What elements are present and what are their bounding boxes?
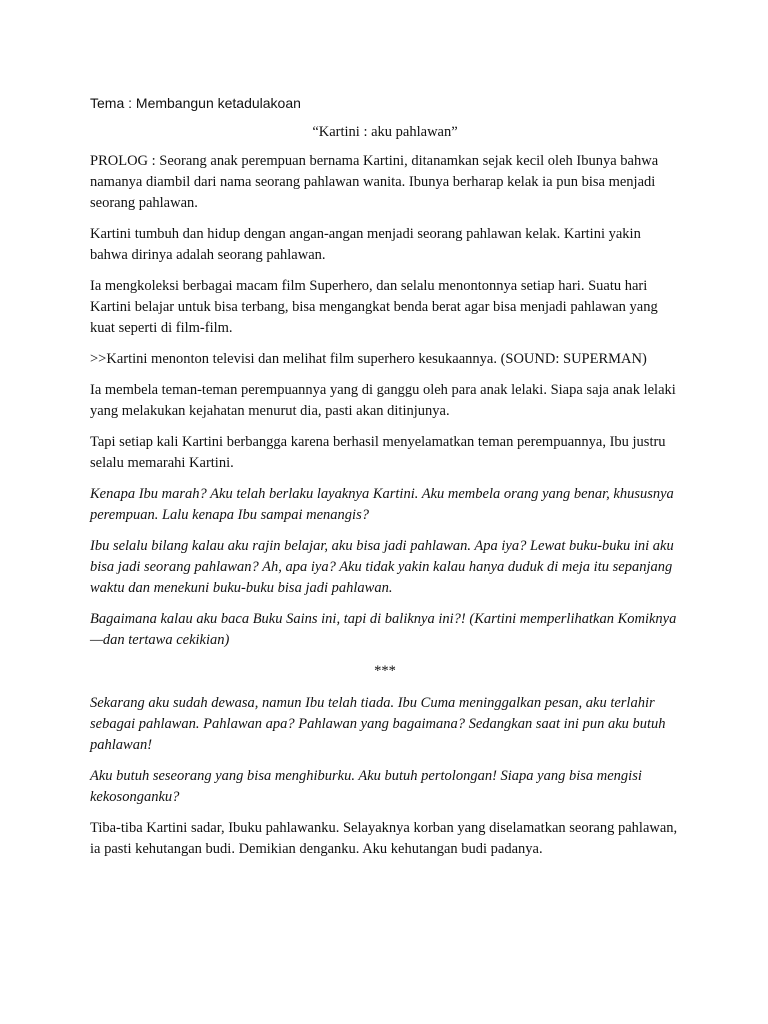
section-separator: ***: [374, 663, 396, 679]
paragraph-closing: Tiba-tiba Kartini sadar, Ibuku pahlawanku. Selayaknya korban yang diselamatkan seorang pahlawan, ia pasti kehutangan budi. Demikian denganku. Aku kehutangan budi padanya.: [90, 820, 678, 857]
document-title: “Kartini : aku pahlawan”: [312, 124, 458, 140]
paragraph-stage-direction: >>Kartini menonton televisi dan melihat film superhero kesukaannya. (SOUND: SUPERMAN): [90, 351, 647, 367]
paragraph: Tapi setiap kali Kartini berbangga karena berhasil menyelamatkan teman perempuannya, Ibu justru selalu memarahi Kartini.: [90, 434, 666, 471]
document-body: [90, 94, 680, 870]
paragraph: Ia membela teman-teman perempuannya yang di ganggu oleh para anak lelaki. Siapa saja anak lelaki yang melakukan kejahatan menurut dia, pasti akan ditinjunya.: [90, 382, 676, 419]
paragraph-monologue: Kenapa Ibu marah? Aku telah berlaku layaknya Kartini. Aku membela orang yang benar, khususnya perempuan. Lalu kenapa Ibu sampai menangis?: [90, 486, 674, 523]
theme-line: Tema : Membangun ketadulakoan: [90, 95, 301, 111]
paragraph-monologue: Bagaimana kalau aku baca Buku Sains ini, tapi di baliknya ini?! (Kartini memperlihatkan Komiknya—dan tertawa cekikian): [90, 611, 677, 648]
paragraph-monologue: Sekarang aku sudah dewasa, namun Ibu telah tiada. Ibu Cuma meninggalkan pesan, aku terlahir sebagai pahlawan. Pahlawan apa? Pahlawan yang bagaimana? Sedangkan saat ini pun aku butuh pahlawan!: [90, 695, 666, 753]
paragraph: Kartini tumbuh dan hidup dengan angan-angan menjadi seorang pahlawan kelak. Kartini yakin bahwa dirinya adalah seorang pahlawan.: [90, 226, 641, 263]
paragraph: Ia mengkoleksi berbagai macam film Superhero, dan selalu menontonnya setiap hari. Suatu hari Kartini belajar untuk bisa terbang, bisa mengangkat benda berat agar bisa menjadi pahlawan yang kuat seperti di film-film.: [90, 278, 658, 336]
paragraph-monologue: Ibu selalu bilang kalau aku rajin belajar, aku bisa jadi pahlawan. Apa iya? Lewat buku-buku ini aku bisa jadi seorang pahlawan? Ah, apa iya? Aku tidak yakin kalau hanya duduk di meja itu sepanjang waktu dan menekuni buku-buku bisa jadi pahlawan.: [90, 538, 674, 596]
paragraph-prolog: PROLOG : Seorang anak perempuan bernama Kartini, ditanamkan sejak kecil oleh Ibunya bahwa namanya diambil dari nama seorang pahlawan wanita. Ibunya berharap kelak ia pun bisa menjadi seorang pahlawan.: [90, 153, 659, 211]
paragraph-monologue: Aku butuh seseorang yang bisa menghiburku. Aku butuh pertolongan! Siapa yang bisa mengisi kekosonganku?: [90, 768, 642, 805]
